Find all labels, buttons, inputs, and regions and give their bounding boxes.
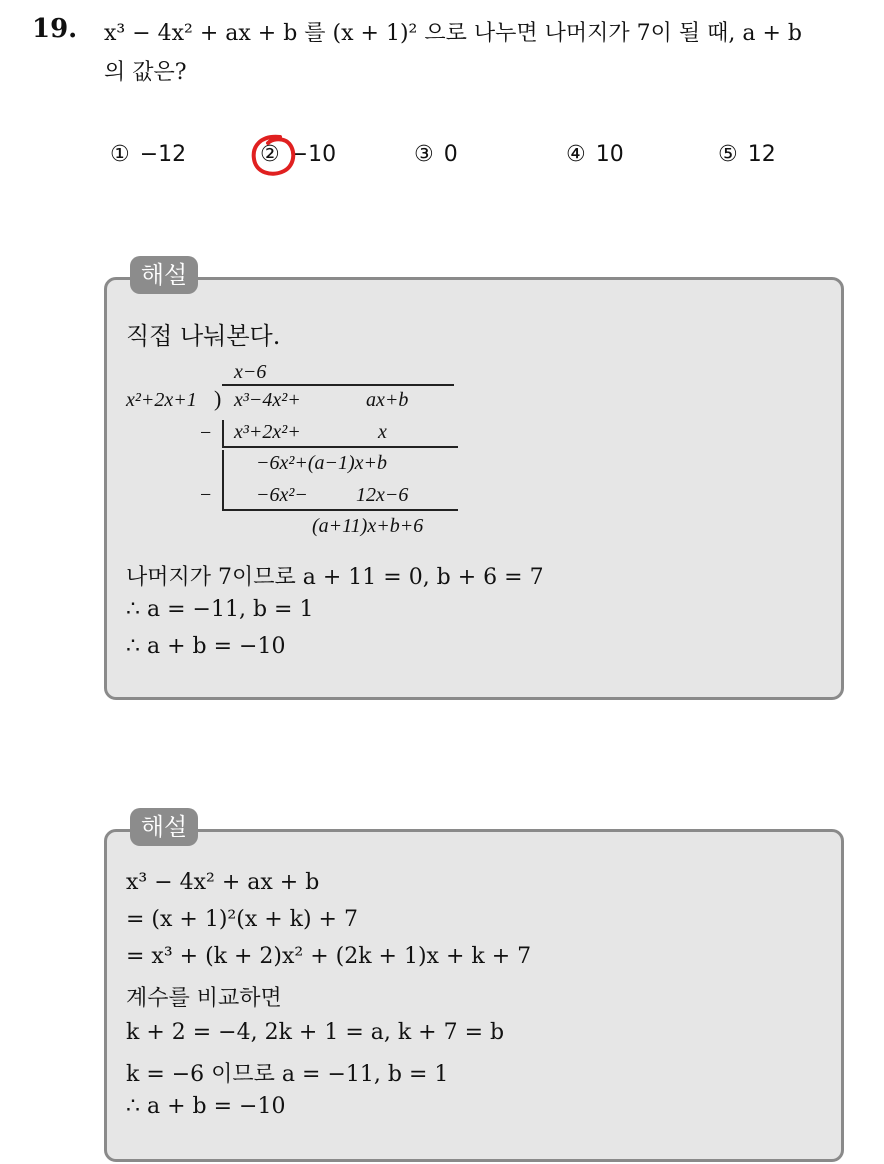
solution2-line-2: = (x + 1)²(x + k) + 7 (126, 907, 358, 932)
solution-tag-1: 해설 (130, 256, 198, 294)
choice-4[interactable] (566, 142, 624, 167)
division-bracket: ) (214, 386, 222, 411)
division-final-remainder: (a+11)x+b+6 (312, 515, 424, 537)
question-number: 19. (32, 14, 78, 44)
division-bracket-top (222, 384, 454, 386)
solution2-line-4: 계수를 비교하면 (126, 986, 282, 1011)
solution1-line-2: ∴ a = −11, b = 1 (126, 597, 314, 622)
division-vline-1 (222, 420, 224, 446)
solution1-line-1: 나머지가 7이므로 a + 11 = 0, b + 6 = 7 (126, 565, 544, 590)
choice-5-symbol: ⑤ (718, 142, 738, 167)
solution2-line-1: x³ − 4x² + ax + b (126, 870, 320, 895)
solution1-line-3: ∴ a + b = −10 (126, 634, 286, 659)
solution-tag-2: 해설 (130, 808, 198, 846)
solution2-line-5: k + 2 = −4, 2k + 1 = a, k + 7 = b (126, 1020, 505, 1045)
choice-2-value: −10 (289, 142, 337, 167)
division-minus-1: − (200, 422, 212, 444)
solution2-line-7: ∴ a + b = −10 (126, 1094, 286, 1119)
question-text-line2: 의 값은? (104, 60, 187, 85)
division-rule-2 (222, 509, 458, 511)
choice-1[interactable] (110, 142, 186, 167)
choice-4-symbol: ④ (566, 142, 586, 167)
choice-5[interactable] (718, 142, 776, 167)
division-remainder-1: −6x²+(a−1)x+b (256, 452, 388, 474)
division-quotient: x−6 (234, 361, 267, 383)
answer-circle-mark (250, 133, 300, 179)
solution2-line-3: = x³ + (k + 2)x² + (2k + 1)x + k + 7 (126, 944, 532, 969)
division-dividend-b: ax+b (366, 389, 409, 411)
choice-1-symbol: ① (110, 142, 130, 167)
choice-5-value: 12 (747, 142, 776, 167)
division-minus-2: − (200, 484, 212, 506)
division-dividend-a: x³−4x²+ (234, 389, 301, 411)
choice-3-value: 0 (443, 142, 458, 167)
choice-2-symbol: ② (260, 142, 280, 167)
division-vline-2 (222, 450, 224, 510)
division-divisor: x²+2x+1 (126, 389, 197, 411)
division-sub1-b: x (378, 421, 387, 443)
division-sub2-a: −6x²− (256, 484, 308, 506)
choice-3[interactable] (414, 142, 458, 167)
division-sub2-b: 12x−6 (356, 484, 409, 506)
solution2-line-6: k = −6 이므로 a = −11, b = 1 (126, 1062, 449, 1087)
division-sub1-a: x³+2x²+ (234, 421, 301, 443)
division-rule-1 (222, 446, 458, 448)
solution1-intro: 직접 나눠본다. (126, 322, 281, 350)
choice-4-value: 10 (595, 142, 624, 167)
question-text-line1: x³ − 4x² + ax + b 를 (x + 1)² 으로 나누면 나머지가 7이 될 때, a + b (104, 21, 802, 46)
choice-3-symbol: ③ (414, 142, 434, 167)
choice-1-value: −12 (139, 142, 187, 167)
